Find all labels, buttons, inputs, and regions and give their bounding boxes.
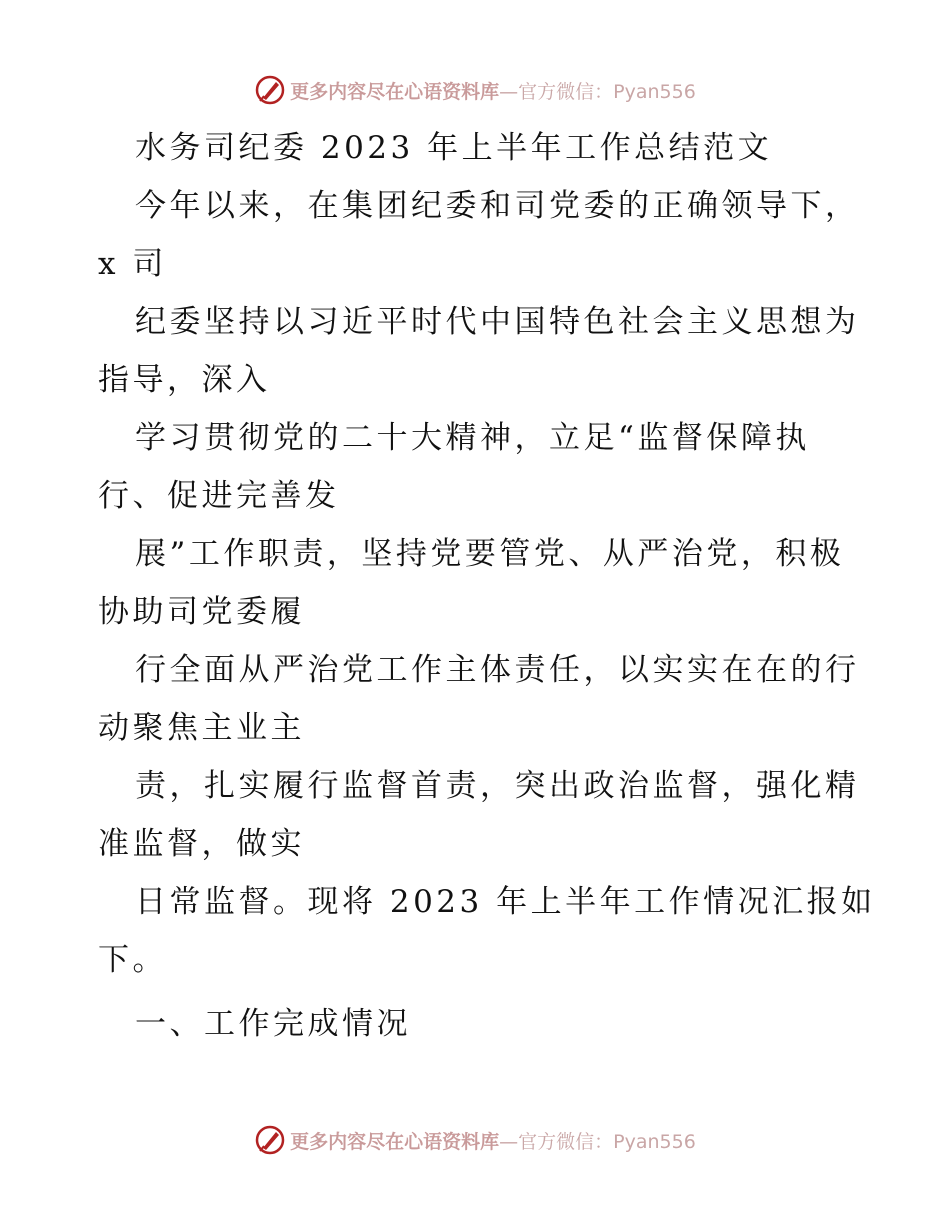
paragraph-line: 责，扎实履行监督首责，突出政治监督，强化精: [135, 768, 860, 804]
paragraph-line: 下。: [98, 942, 167, 978]
quill-pen-logo-icon: [254, 1124, 286, 1156]
quill-pen-logo-icon: [254, 74, 286, 106]
paragraph-line: 展”工作职责，坚持党要管党、从严治党，积极: [135, 536, 845, 572]
paragraph-line: 行全面从严治党工作主体责任，以实实在在的行: [135, 652, 860, 688]
paragraph-line: 动聚焦主业主: [98, 710, 305, 746]
footer-watermark-text: 更多内容尽在心语资料库—官方微信：Pyan556: [290, 1130, 696, 1153]
footer-watermark-banner: [0, 1122, 950, 1158]
document-title: 水务司纪委 2023 年上半年工作总结范文: [135, 130, 773, 166]
paragraph-line: 协助司党委履: [98, 594, 305, 630]
paragraph-line: 纪委坚持以习近平时代中国特色社会主义思想为: [135, 304, 860, 340]
paragraph-line: 今年以来，在集团纪委和司党委的正确领导下，: [135, 188, 860, 224]
header-watermark-banner: [0, 72, 950, 108]
paragraph-line: 日常监督。现将 2023 年上半年工作情况汇报如: [135, 884, 876, 920]
paragraph-line: 指导，深入: [98, 362, 271, 398]
paragraph-line: 行、促进完善发: [98, 478, 340, 514]
header-watermark-text: 更多内容尽在心语资料库—官方微信：Pyan556: [290, 80, 696, 103]
section-heading: 一、工作完成情况: [135, 1006, 411, 1042]
paragraph-line: 准监督，做实: [98, 826, 305, 862]
paragraph-line: 学习贯彻党的二十大精神，立足“监督保障执: [135, 420, 810, 456]
paragraph-line: x 司: [98, 246, 167, 282]
